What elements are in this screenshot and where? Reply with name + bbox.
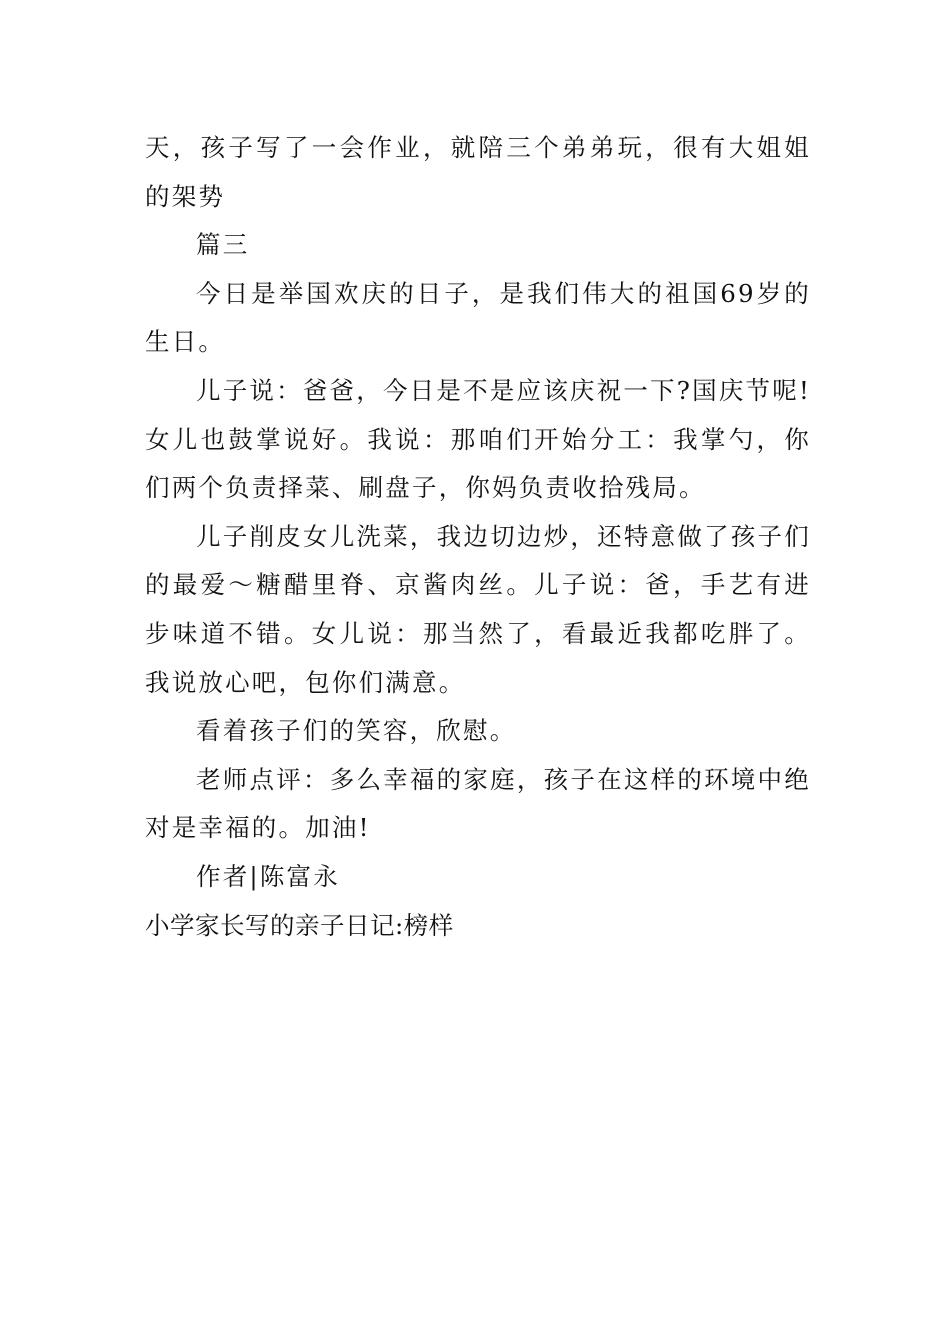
paragraph-teacher-comment: 老师点评：多么幸福的家庭，孩子在这样的环境中绝对是幸福的。加油! [145,764,811,843]
paragraph-son-suggests: 儿子说：爸爸，今日是不是应该庆祝一下?国庆节呢!女儿也鼓掌说好。我说：那咱们开始分工：我掌勺，你们两个负责择菜、刷盘子，你妈负责收拾残局。 [145,375,811,503]
paragraph-continuation: 天，孩子写了一会作业，就陪三个弟弟玩，很有大姐姐的架势 [145,133,811,211]
document-page [145,124,811,950]
author-line: 作者|陈富永 [196,861,340,891]
section-heading: 篇三 [196,230,250,260]
next-article-title: 小学家长写的亲子日记:榜样 [145,910,454,940]
paragraph-smiles: 看着孩子们的笑容，欣慰。 [196,716,517,746]
paragraph-cooking: 儿子削皮女儿洗菜，我边切边炒，还特意做了孩子们的最爱～糖醋里脊、京酱肉丝。儿子说：爸，手艺有进步味道不错。女儿说：那当然了，看最近我都吃胖了。我说放心吧，包你们满意。 [145,521,811,697]
paragraph-national-day: 今日是举国欢庆的日子，是我们伟大的祖国69岁的生日。 [145,278,811,357]
